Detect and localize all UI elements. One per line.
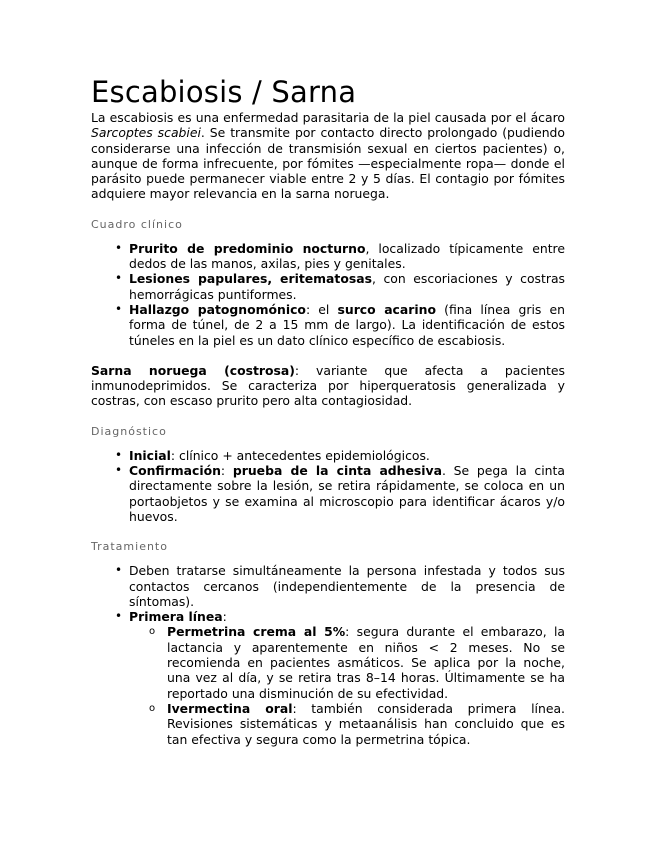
item-bold: Hallazgo patognomónico: [129, 301, 306, 317]
intro-text-1: La escabiosis es una enfermedad parasitaria de la piel causada por el ácaro: [91, 110, 565, 125]
page-title: Escabiosis / Sarna: [91, 75, 357, 109]
section-heading-treatment: Tratamiento: [91, 540, 168, 554]
item-text-mid: : el: [305, 301, 338, 317]
sub-list-item: [129, 624, 565, 700]
item-text: , localizado típicamente entre dedos de las manos, axilas, pies y genitales.: [129, 240, 565, 272]
list-item: [91, 271, 565, 302]
item-text-mid: :: [220, 463, 233, 479]
list-item: [91, 463, 565, 524]
item-bold: Lesiones papulares, eritematosas: [129, 271, 372, 287]
item-text: (fina línea gris en forma de túnel, de 2 a 15 mm de largo). La identificación de estos túneles en la piel es un dato clínico específico de escabiosis.: [129, 301, 565, 348]
section-heading-clinical: Cuadro clínico: [91, 217, 183, 231]
item-bold: Confirmación: [129, 463, 221, 479]
first-line-sublist: [129, 624, 565, 746]
item-text: , con escoriaciones y costras hemorrágicas puntiformes.: [129, 271, 565, 302]
item-text: : segura durante el embarazo, la lactancia y aparentemente en niños < 2 meses. No se recomienda en pacientes asmáticos. Se aplica por la noche, una vez al día, y se retira tras 8–14 horas. Últimamente se ha reportado una disminución de su efectividad.: [167, 624, 566, 701]
list-item: [91, 448, 565, 463]
item-bold-2: surco acarino: [337, 301, 436, 317]
norwegian-text: : variante que afecta a pacientes inmunodeprimidos. Se caracteriza por hiperqueratosis generalizada y costras, con escaso prurito pero alta contagiosidad.: [91, 362, 565, 409]
item-bold-2: prueba de la cinta adhesiva: [232, 463, 442, 479]
section-heading-diagnosis: Diagnóstico: [91, 424, 167, 438]
organism-name: Sarcoptes scabiei: [91, 125, 201, 141]
item-text: . Se pega la cinta directamente sobre la lesión, se retira rápidamente, se coloca en un portaobjetos y se examina al microscopio para identificar ácaros y/o huevos.: [129, 463, 565, 524]
item-text: : también considerada primera línea. Revisiones sistemáticas y metaanálisis han concluido que es tan efectiva y segura como la permetrina tópica.: [167, 700, 565, 747]
intro-text-2: . Se transmite por contacto directo prolongado (pudiendo considerarse una infección de transmisión sexual en ciertos pacientes) o, aunque de forma infrecuente, por fómites —especialmente ropa— donde el parásito puede permanecer viable entre 2 y 5 días. El contagio por fómites adquiere mayor relevancia en la sarna noruega.: [91, 125, 566, 202]
item-text: : clínico + antecedentes epidemiológicos.: [170, 447, 430, 463]
treatment-list: [91, 563, 565, 747]
item-bold: Ivermectina oral: [167, 700, 293, 716]
first-line-label: Primera línea: [129, 609, 223, 625]
item-bold: Permetrina crema al 5%: [167, 624, 346, 640]
sub-list-item: [129, 701, 565, 747]
clinical-list: [91, 241, 565, 348]
diagnosis-list: [91, 448, 565, 524]
list-item: • Deben tratarse simultáneamente la persona infestada y todos sus contactos cercanos (independientemente de la presencia de síntomas).: [91, 563, 565, 609]
norwegian-paragraph: [91, 363, 565, 409]
item-bold: Inicial: [129, 447, 171, 463]
list-item: [91, 302, 565, 348]
list-item: [91, 609, 565, 747]
list-item: [91, 241, 565, 272]
first-line-colon: :: [222, 609, 227, 625]
item-bold: Prurito de predominio nocturno: [129, 240, 366, 256]
norwegian-bold: Sarna noruega (costrosa): [91, 362, 295, 378]
intro-paragraph: [91, 110, 565, 202]
